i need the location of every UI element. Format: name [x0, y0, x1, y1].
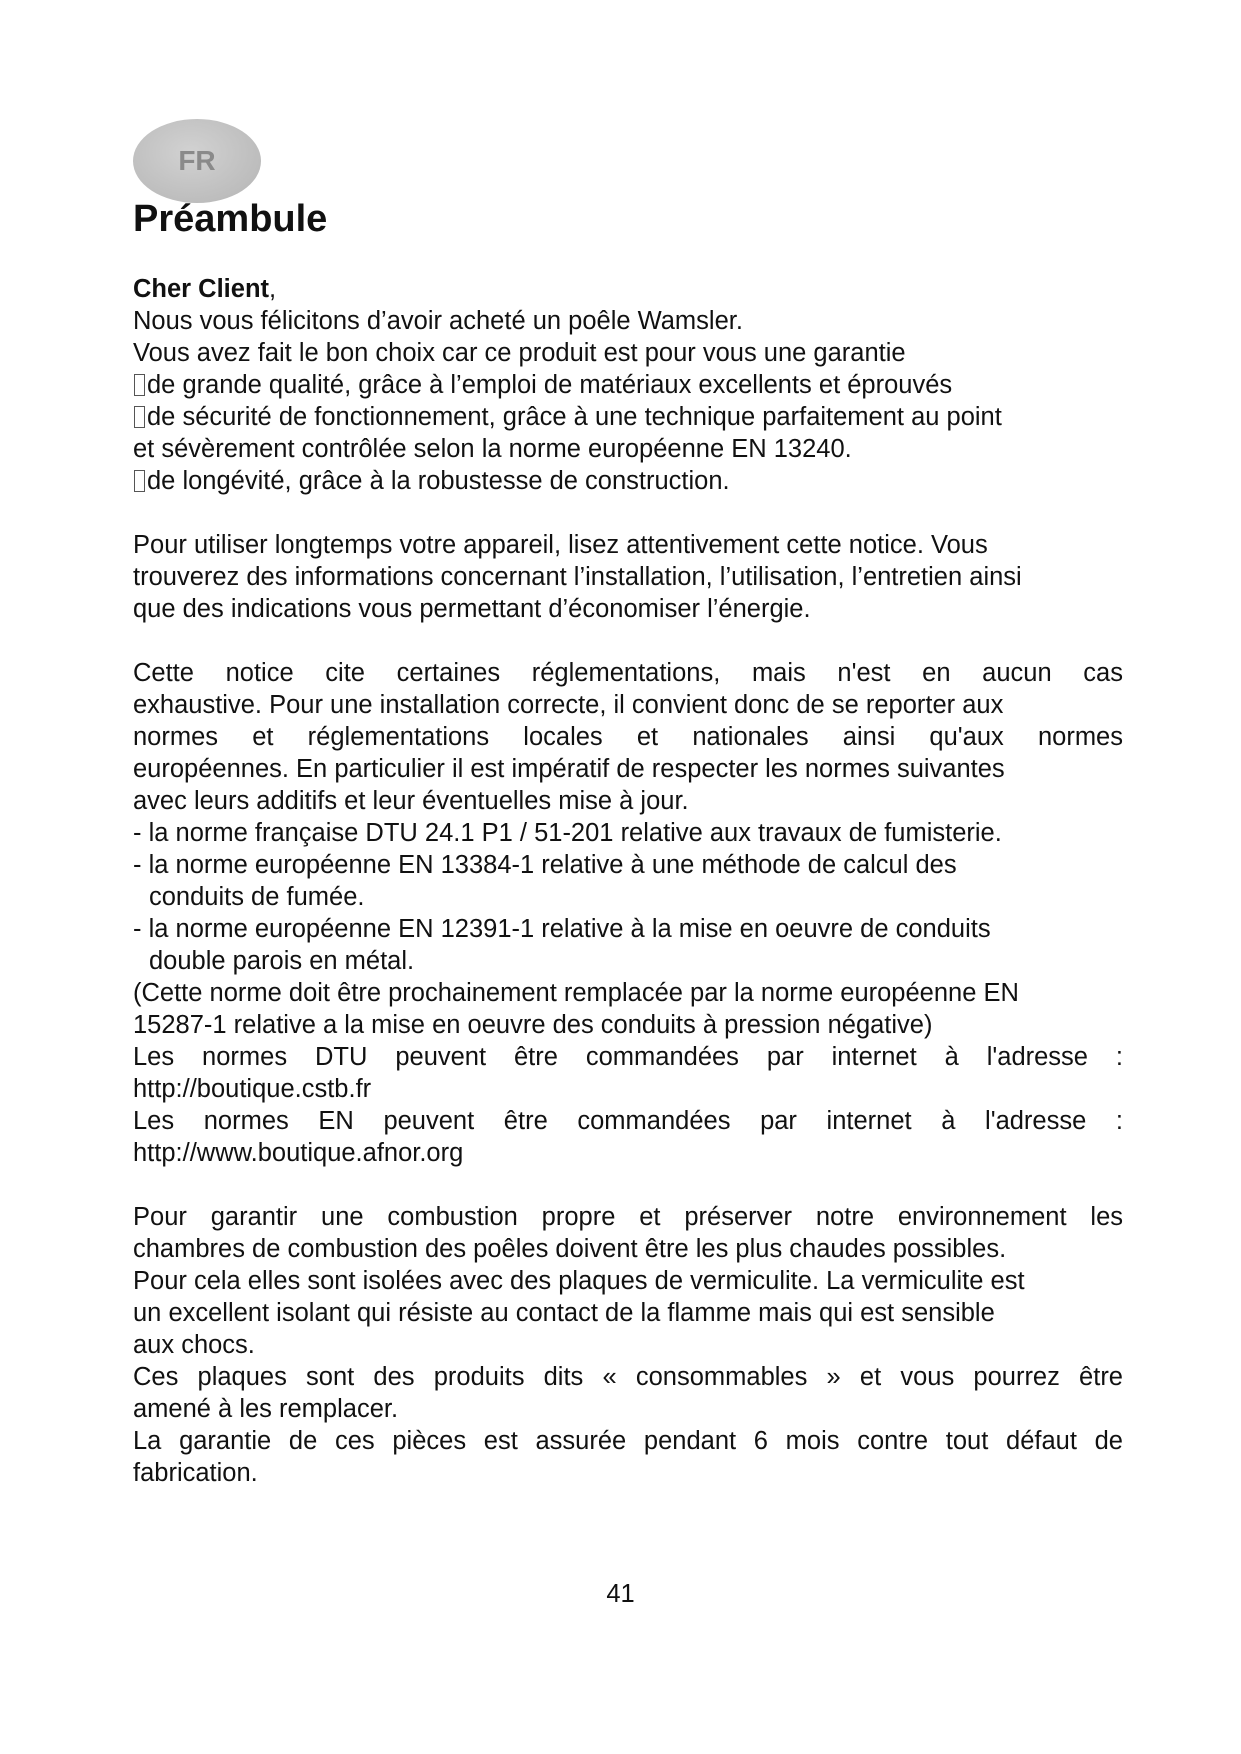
language-badge-label: FR [178, 145, 216, 176]
usage-line: Pour utiliser longtemps votre appareil, lisez attentivement cette notice. Vous [133, 531, 988, 559]
guarantee-item-continuation: et sévèrement contrôlée selon la norme européenne EN 13240. [133, 435, 852, 463]
vermiculite-line: chambres de combustion des poêles doivent être les plus chaudes possibles. [133, 1235, 1007, 1263]
vermiculite-line: un excellent isolant qui résiste au contact de la flamme mais qui est sensible [133, 1299, 995, 1327]
guarantee-item: de grande qualité, grâce à l’emploi de matériaux excellents et éprouvés [133, 369, 1123, 401]
bullet-box-icon [134, 374, 145, 396]
bullet-box-icon [134, 406, 145, 428]
norms-note-line: 15287-1 relative a la mise en oeuvre des conduits à pression négative) [133, 1011, 933, 1039]
bullet-box-icon [134, 470, 145, 492]
vermiculite-line: Ces plaques sont des produits dits « consommables » et vous pourrez être [133, 1363, 1123, 1391]
usage-line: trouverez des informations concernant l’installation, l’utilisation, l’entretien ainsi [133, 563, 1022, 591]
document-body [133, 273, 1123, 1489]
greeting-punct: , [269, 275, 277, 303]
ordering-line: Les normes EN peuvent être commandées par internet à l'adresse : [133, 1107, 1123, 1135]
vermiculite-line: Pour cela elles sont isolées avec des plaques de vermiculite. La vermiculite est [133, 1267, 1025, 1295]
norm-item-continuation: double parois en métal. [149, 947, 415, 975]
norm-item: - la norme européenne EN 13384-1 relative à une méthode de calcul des [133, 851, 957, 879]
ordering-url: http://www.boutique.afnor.org [133, 1139, 464, 1167]
ordering-line: Les normes DTU peuvent être commandées par internet à l'adresse : [133, 1043, 1123, 1071]
vermiculite-line: Pour garantir une combustion propre et préserver notre environnement les [133, 1203, 1123, 1231]
guarantee-item: de longévité, grâce à la robustesse de construction. [133, 465, 1123, 497]
guarantee-item: de sécurité de fonctionnement, grâce à une technique parfaitement au point [133, 401, 1123, 433]
norms-line: normes et réglementations locales et nationales ainsi qu'aux normes [133, 723, 1123, 751]
vermiculite-line: amené à les remplacer. [133, 1395, 399, 1423]
vermiculite-line: fabrication. [133, 1459, 258, 1487]
page-title: Préambule [133, 198, 328, 240]
norms-line: avec leurs additifs et leur éventuelles mise à jour. [133, 787, 689, 815]
norms-line: européennes. En particulier il est impératif de respecter les normes suivantes [133, 755, 1005, 783]
usage-line: que des indications vous permettant d’économiser l’énergie. [133, 595, 811, 623]
norm-item: - la norme française DTU 24.1 P1 / 51-201 relative aux travaux de fumisterie. [133, 819, 1002, 847]
norms-note-line: (Cette norme doit être prochainement remplacée par la norme européenne EN [133, 979, 1019, 1007]
intro-line: Vous avez fait le bon choix car ce produit est pour vous une garantie [133, 339, 906, 367]
vermiculite-line: aux chocs. [133, 1331, 255, 1359]
intro-line: Nous vous félicitons d’avoir acheté un poêle Wamsler. [133, 307, 743, 335]
norm-item: - la norme européenne EN 12391-1 relative à la mise en oeuvre de conduits [133, 915, 991, 943]
greeting-bold: Cher Client [133, 275, 270, 303]
page-number: 41 [606, 1580, 635, 1608]
ordering-url: http://boutique.cstb.fr [133, 1075, 372, 1103]
norm-item-continuation: conduits de fumée. [149, 883, 365, 911]
language-badge [133, 119, 261, 203]
vermiculite-line: La garantie de ces pièces est assurée pendant 6 mois contre tout défaut de [133, 1427, 1123, 1455]
greeting [133, 273, 1123, 305]
norms-line: exhaustive. Pour une installation correcte, il convient donc de se reporter aux [133, 691, 1004, 719]
norms-line: Cette notice cite certaines réglementations, mais n'est en aucun cas [133, 659, 1123, 687]
